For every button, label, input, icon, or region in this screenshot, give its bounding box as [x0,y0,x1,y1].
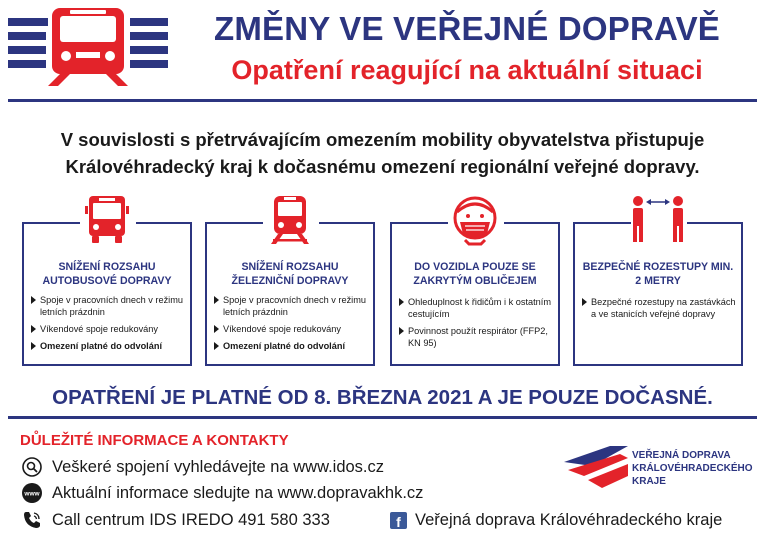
bus-icon [77,194,137,246]
card-title: BEZPEČNÉ ROZESTUPY MIN. 2 METRY [582,261,734,287]
card-title: SNÍŽENÍ ROZSAHU ŽELEZNIČNÍ DOPRAVY [231,261,349,287]
list-item: Povinnost použít respirátor (FFP2, KN 95) [399,325,554,349]
facebook-text: Veřejná doprava Královéhradeckého kraje [415,510,723,529]
list-item: Bezpečné rozestupy na zastávkách a ve stanicích veřejné dopravy [582,296,737,320]
svg-text:www: www [24,490,40,498]
list-item: Spoje v pracovních dnech v režimu letních prázdnin [31,294,186,318]
card-title: DO VOZIDLA POUZE SE ZAKRYTÝM OBLIČEJEM [413,261,537,287]
intro-text: V souvislosti s přetrvávajícím omezením mobility obyvatelstva přistupuje Královéhradecký kraj k dočasnému omezení regionální veřejné dopravy. [60,129,705,177]
list-item: Spoje v pracovních dnech v režimu letních prázdnin [214,294,369,318]
list-item: Omezení platné do odvolání [31,340,186,352]
card-distance [573,222,743,366]
page-subtitle: Opatření reagující na aktuální situaci [231,55,703,85]
info-title: DŮLEŽITÉ INFORMACE A KONTAKTY [20,432,289,449]
contact-phone [22,508,330,532]
card-title: SNÍŽENÍ ROZSAHU AUTOBUSOVÉ DOPRAVY [42,261,172,287]
card-list [582,296,737,325]
card-bus [22,222,192,366]
contact-search [22,455,384,479]
contact-search-text: Veškeré spojení vyhledávejte na www.idos.cz [52,457,385,476]
train-logo-icon [8,6,168,86]
card-mask [390,222,560,366]
contact-phone-text: Call centrum IDS IREDO 491 580 333 [52,510,330,529]
card-list [399,296,554,354]
contact-web [22,481,423,505]
train-icon [260,194,320,246]
www-icon [22,483,42,503]
list-item: Víkendové spoje redukovány [31,323,186,335]
card-list [214,294,369,357]
list-item: Víkendové spoje redukovány [214,323,369,335]
phone-icon [22,510,42,530]
search-icon [22,457,42,477]
page-title: ZMĚNY VE VEŘEJNÉ DOPRAVĚ [213,10,721,47]
facebook-link[interactable] [390,508,722,532]
card-list [31,294,186,357]
validity-notice: OPATŘENÍ JE PLATNÉ OD 8. BŘEZNA 2021 A JE POUZE DOČASNÉ. [52,386,713,409]
contact-web-text: Aktuální informace sledujte na www.dopravakhk.cz [52,483,424,502]
distance-icon [628,194,688,246]
facebook-icon: f [390,512,407,529]
divider [8,99,757,102]
list-item: Omezení platné do odvolání [214,340,369,352]
list-item: Ohleduplnost k řidičům i k ostatním cestujícím [399,296,554,320]
card-train [205,222,375,366]
divider [8,416,757,419]
brand-logo-text: VEŘEJNÁ DOPRAVA KRÁLOVÉHRADECKÉHO KRAJE [632,450,753,487]
face-mask-icon [445,194,505,246]
